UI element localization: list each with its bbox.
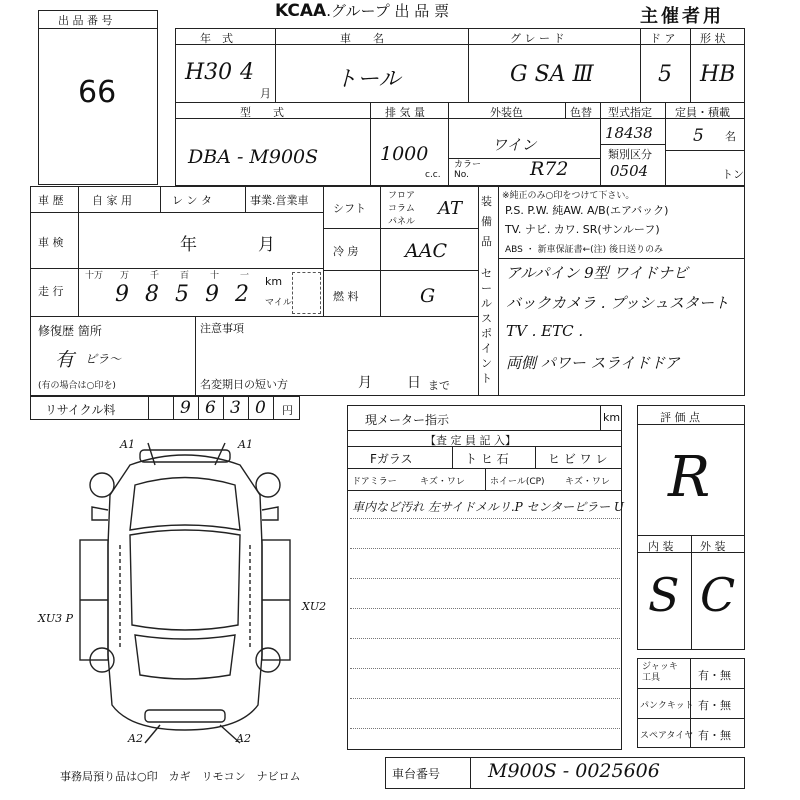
repair-label: 修復歴 箇所 — [38, 324, 102, 338]
glass-options: ト ヒ 石 — [465, 452, 509, 466]
capacity-value: 5 — [693, 126, 704, 146]
puncture-label: パンクキット — [640, 701, 694, 711]
car-windshield — [130, 478, 240, 531]
mileage-box — [292, 272, 321, 314]
mileage-unit: 万 — [120, 271, 130, 281]
color-no-value: R72 — [530, 158, 569, 180]
history-rental: レ ン タ — [172, 194, 212, 207]
ac-label: 冷 房 — [333, 245, 359, 258]
car-diagram — [30, 425, 340, 760]
mileage-unit: 十 — [210, 271, 220, 281]
color-no-label: カラー No. — [454, 160, 482, 180]
mileage-unit: 一 — [240, 271, 250, 281]
organizer-label: 主催者用 — [640, 6, 724, 27]
month-unit: 月 — [260, 87, 271, 100]
mileage-digit: 8 — [145, 282, 159, 307]
sales-point-item: TV . ETC . — [506, 322, 584, 340]
shift-floor: フロア — [388, 191, 416, 201]
diagram-mark: A1 — [238, 438, 253, 451]
displacement-unit: c.c. — [425, 170, 441, 180]
doors-value: 5 — [658, 62, 672, 87]
body-label: 形 状 — [700, 32, 726, 45]
meter-km: km — [603, 411, 621, 424]
shift-panel: パネル — [388, 217, 416, 227]
interior-value: S — [648, 568, 680, 622]
chassis-label: 車台番号 — [392, 767, 441, 781]
capacity-unit: 名 — [725, 130, 736, 143]
equipment-label: 装備品 — [481, 195, 492, 248]
shaken-year: 年 — [180, 235, 197, 255]
interior-label: 内 装 — [648, 540, 674, 553]
diagram-mark: A2 — [236, 732, 251, 745]
mileage-digit: 5 — [175, 282, 189, 307]
shift-value: AT — [438, 198, 463, 219]
recycle-digit: 9 — [180, 398, 191, 418]
capacity-label: 定員・積載 — [675, 106, 730, 119]
exterior-label: 外 装 — [700, 540, 726, 553]
history-commercial: 事業.営業車 — [250, 194, 309, 207]
chassis-value: M900S - 0025606 — [488, 760, 660, 782]
footer-note: 事務局預り品は○印 カギ リモコン ナビロム — [60, 770, 301, 783]
equipment-line3: ABS ・ 新車保証書←(注) 後日送りのみ — [505, 245, 664, 255]
equipment-line1: P.S. P.W. 純AW. A/B(エアバック) — [505, 204, 669, 217]
lot-number-label: 出 品 番 号 — [58, 14, 113, 27]
diagram-mark: A2 — [128, 732, 143, 745]
fuel-label: 燃 料 — [333, 290, 359, 303]
color-label: 外装色 — [490, 106, 523, 119]
car-rear-bumper — [145, 710, 225, 722]
history-private: 自 家 用 — [92, 194, 132, 207]
jack-label: ジャッキ工具 — [642, 662, 678, 683]
brand-name: KCAA — [275, 1, 327, 21]
short-date-label: 名変期日の短い方 — [200, 378, 288, 391]
spare-value: 有・無 — [698, 729, 731, 742]
short-day: 日 — [407, 375, 421, 391]
jack-value: 有・無 — [698, 669, 731, 682]
wheel-options: キズ・ワレ — [565, 477, 610, 487]
exterior-value: C — [700, 568, 736, 622]
model-value: トール — [335, 67, 401, 92]
color-change-label: 色替 — [570, 106, 592, 119]
equipment-line2: TV. ナビ. カワ. SR(サンルーフ) — [505, 223, 660, 236]
class-value: 0504 — [610, 162, 649, 180]
car-rear-window — [135, 635, 235, 679]
mileage-digit: 2 — [235, 282, 249, 307]
puncture-value: 有・無 — [698, 699, 731, 712]
grade-value: G SA Ⅲ — [510, 62, 594, 87]
km-label: km — [265, 275, 283, 288]
diagram-mark: XU2 — [302, 600, 327, 613]
mileage-label: 走 行 — [38, 285, 64, 298]
recycle-digit: 6 — [205, 398, 216, 418]
repair-note: ピラ～ — [85, 352, 122, 366]
form-title: .グループ 出 品 票 — [326, 2, 450, 20]
glass-label: Fガラス — [370, 452, 413, 466]
type-value: DBA - M900S — [188, 146, 319, 168]
repair-sub: (有の場合は○印を) — [38, 381, 116, 391]
car-roof — [130, 530, 240, 630]
year-label: 年 式 — [200, 32, 233, 45]
mirror-label: ドアミラー — [352, 477, 397, 487]
recycle-unit: 円 — [282, 404, 293, 417]
car-wheel-fl — [90, 473, 114, 497]
class-label: 類別区分 — [608, 148, 652, 161]
mileage-units — [82, 268, 262, 316]
short-until: まで — [428, 379, 450, 392]
mileage-unit: 十万 — [85, 271, 104, 281]
repair-value: 有 — [55, 349, 75, 371]
displacement-value: 1000 — [380, 143, 429, 165]
year-value: H30 — [185, 60, 233, 85]
inspector-remarks: 車内など汚れ 左サイドメルリ.P センターピラー U — [352, 500, 625, 514]
recycle-label: リサイクル料 — [45, 403, 116, 417]
mileage-digit: 9 — [205, 282, 219, 307]
diagram-mark: A1 — [120, 438, 135, 451]
month-value: 4 — [240, 60, 254, 85]
doors-label: ド ア — [650, 32, 676, 45]
recycle-digit: 3 — [230, 398, 241, 418]
recycle-digit: 0 — [255, 398, 266, 418]
sales-point-item: バックカメラ . プッシュスタート — [506, 294, 729, 312]
score-value: R — [668, 445, 711, 510]
displacement-label: 排 気 量 — [385, 106, 425, 119]
car-wheel-fr — [256, 473, 280, 497]
wheel-label: ホイール(CP) — [490, 477, 545, 487]
short-month: 月 — [358, 375, 372, 391]
lot-number-value: 66 — [78, 75, 117, 110]
caution-label: 注意事項 — [200, 322, 244, 335]
spare-label: スペアタイヤ — [640, 731, 694, 741]
history-label: 車 歴 — [38, 194, 64, 207]
mirror-options: キズ・ワレ — [420, 477, 465, 487]
score-label: 評 価 点 — [660, 411, 700, 424]
spec-label: 型式指定 — [608, 106, 652, 119]
mileage-digit: 9 — [115, 282, 129, 307]
sales-points-label: セールスポイント — [481, 267, 492, 385]
equipment-note: ※純正のみ○印をつけて下さい。 — [502, 191, 635, 201]
sales-point-item: アルパイン 9型 ワイドナビ — [506, 264, 688, 282]
shaken-month: 月 — [258, 235, 275, 255]
ton-unit: トン — [722, 168, 744, 181]
color-value: ワイン — [492, 136, 537, 154]
shift-column: コラム — [388, 204, 415, 214]
shift-label: シフト — [333, 202, 366, 215]
type-label: 型 式 — [240, 106, 284, 119]
sales-point-item: 両側 パワー スライドドア — [506, 354, 680, 372]
fuel-value: G — [420, 285, 436, 307]
spec-value: 18438 — [605, 124, 653, 142]
meter-label: 現メーター指示 — [365, 413, 450, 427]
shaken-label: 車 検 — [38, 236, 64, 249]
diagram-mark: XU3 P — [38, 612, 73, 625]
body-value: HB — [700, 62, 736, 87]
glass-crack: ヒ ビ ワ レ — [548, 452, 608, 466]
mileage-unit: 千 — [150, 271, 160, 281]
ac-value: AAC — [405, 240, 447, 262]
mileage-unit: 百 — [180, 271, 190, 281]
mile-label: マイル — [265, 298, 292, 308]
model-label: 車 名 — [340, 32, 384, 45]
brand-title — [275, 0, 449, 21]
grade-label: グ レ ー ド — [510, 32, 565, 45]
inspector-title: 【査 定 員 記 入】 — [425, 434, 516, 447]
